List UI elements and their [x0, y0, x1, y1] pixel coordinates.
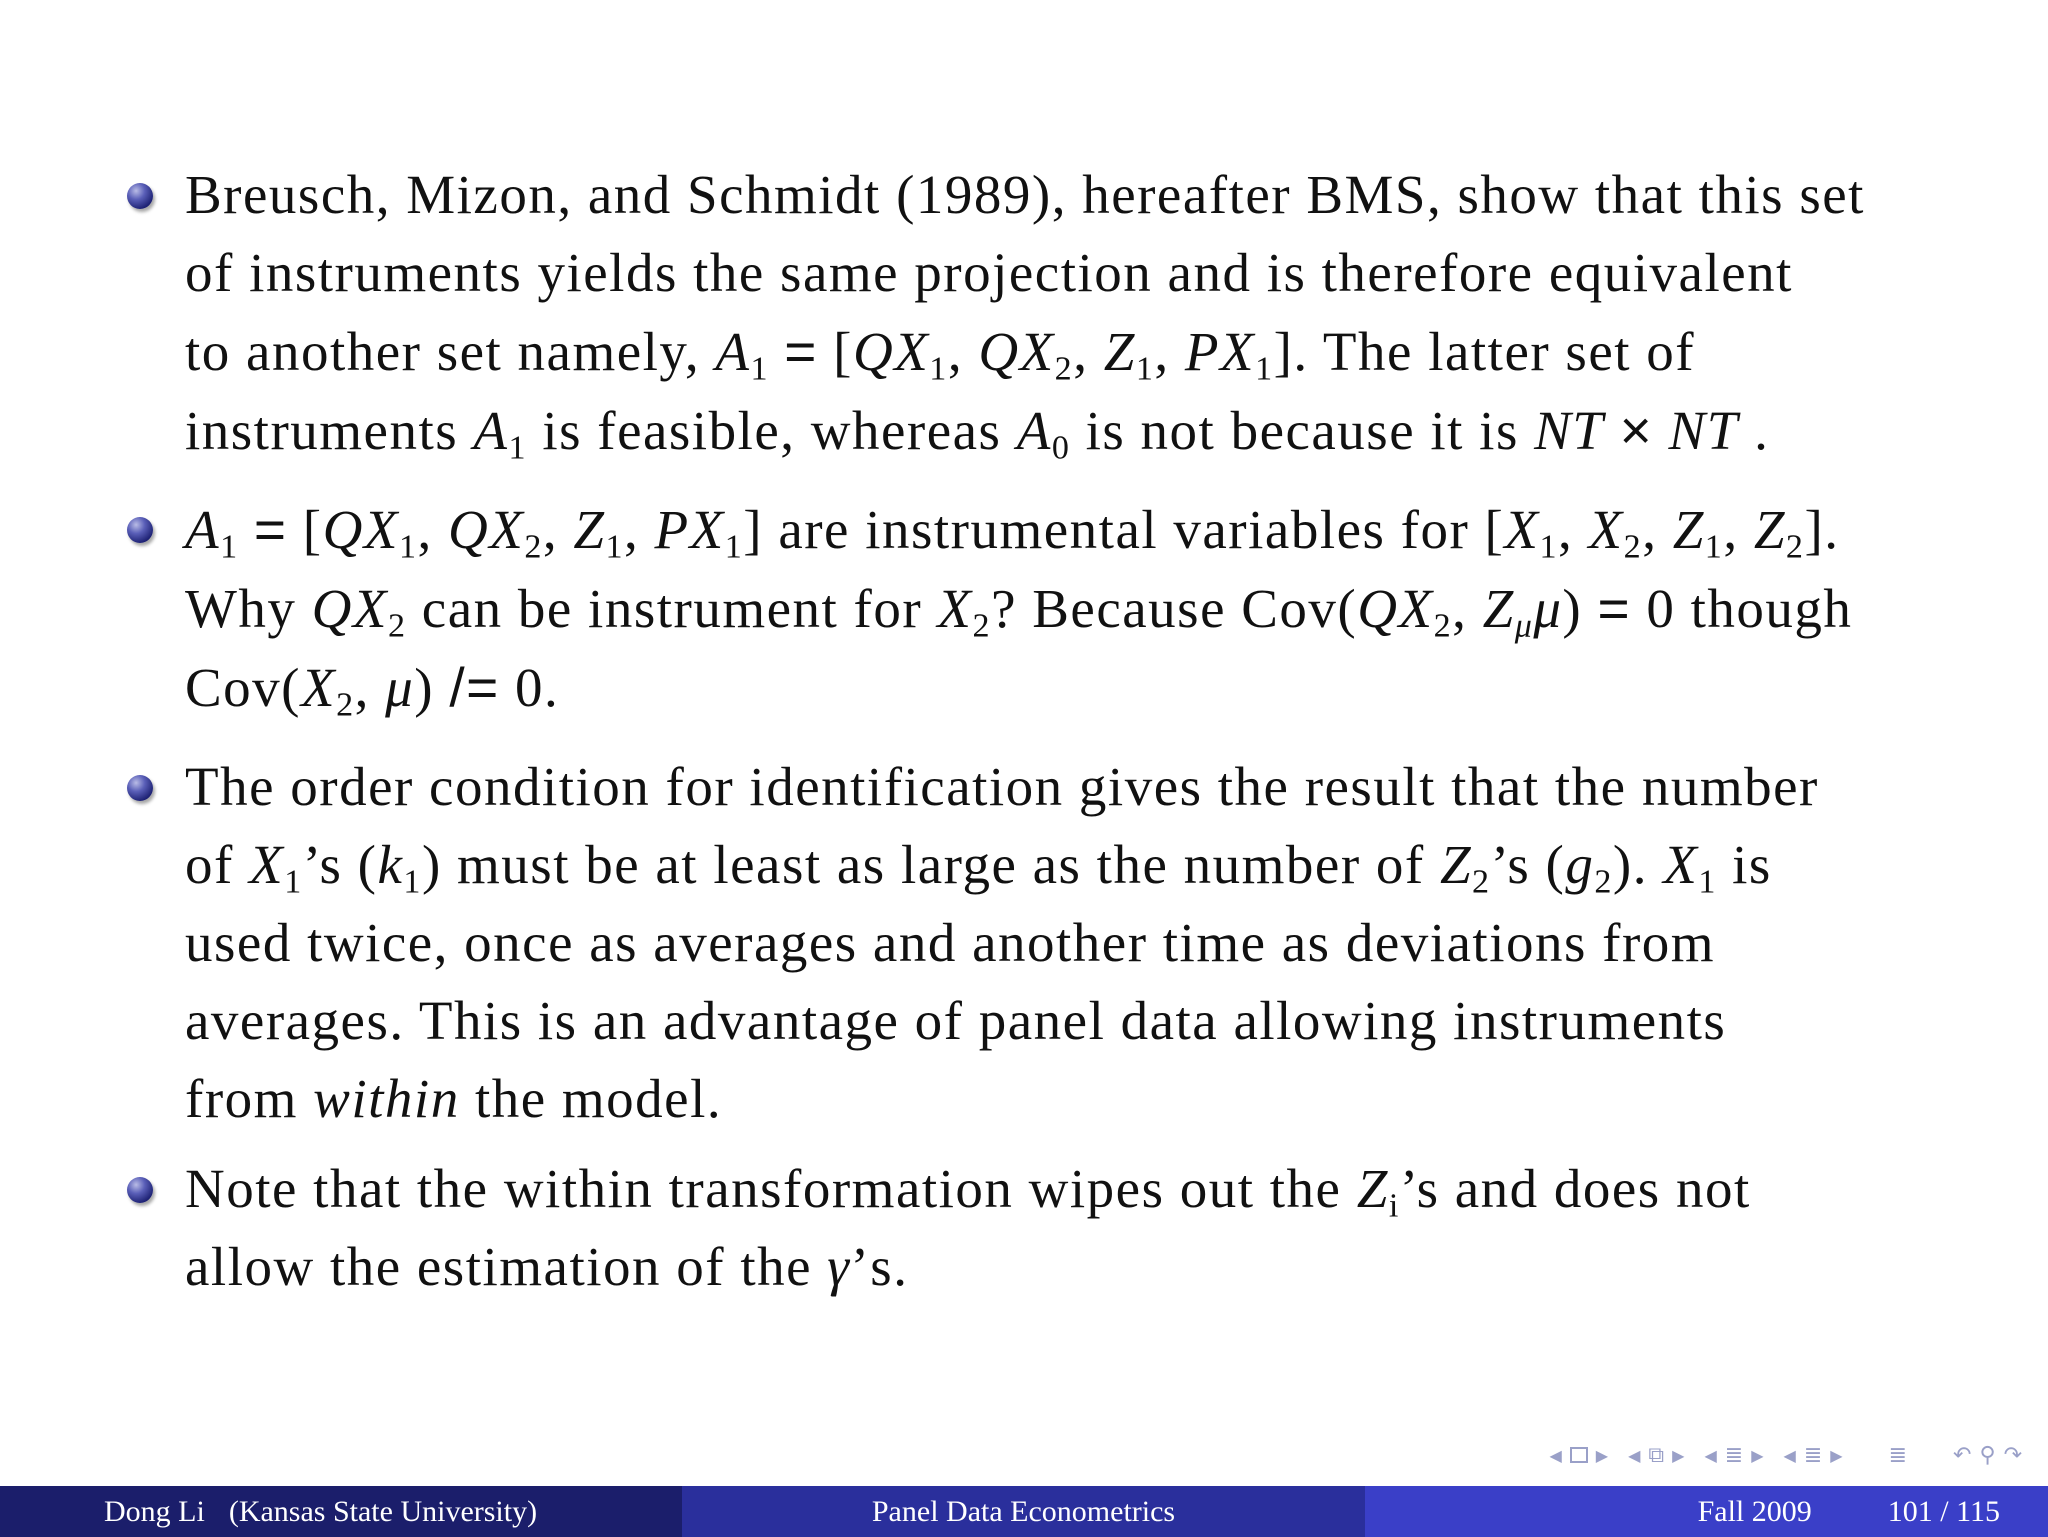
- nav-align-icon[interactable]: ≣: [1888, 1442, 1907, 1468]
- footer-author-panel: [0, 1486, 682, 1537]
- nav-prev-frame-icon[interactable]: ◀: [1549, 1445, 1562, 1465]
- bullet-line: allow the estimation of the γ’s.: [185, 1236, 909, 1297]
- footer: [0, 1486, 2048, 1537]
- bullet-line: of instruments yields the same projection and is therefore equivalent: [185, 242, 1793, 303]
- nav-prev-section-icon[interactable]: ◀: [1704, 1445, 1717, 1465]
- nav-next-section-icon[interactable]: ▶: [1751, 1445, 1764, 1465]
- footer-title-panel: [682, 1486, 1365, 1537]
- nav-next-part-icon[interactable]: ▶: [1830, 1445, 1843, 1465]
- nav-prev-subsection-icon[interactable]: ◀: [1628, 1445, 1641, 1465]
- bullet-line: instruments $A_1$ is feasible, whereas $A_0$ is not because it is NT × NT .: [185, 399, 1770, 467]
- nav-next-subsection-icon[interactable]: ▶: [1672, 1445, 1685, 1465]
- bullet-item: [185, 490, 1985, 727]
- bullet-line: Breusch, Mizon, and Schmidt (1989), hereafter BMS, show that this set: [185, 164, 1865, 225]
- nav-search-icon[interactable]: ⚲: [1979, 1442, 1996, 1468]
- bullet-line: The order condition for identification gives the result that the number: [185, 756, 1819, 817]
- footer-date: Fall 2009: [1697, 1494, 1812, 1528]
- nav-forward-icon[interactable]: ↷: [2003, 1442, 2022, 1468]
- bullet-line: of $X_1’s$ $(k_1)$ must be at least as large as the number of $Z_2’s$ $(g_2)$. $X_1$ is: [185, 834, 1772, 901]
- bullet-line: Note that the within transformation wipes out the $Z_i’s$ and does not: [185, 1158, 1751, 1225]
- bullet-line: averages. This is an advantage of panel data allowing instruments: [185, 990, 1727, 1051]
- nav-back-icon[interactable]: ↶: [1953, 1442, 1972, 1468]
- bullet-line: to another set namely, $A_1 = [QX_1$, $QX_2$, $Z_1$, $PX_1$]. The latter set of: [185, 320, 1696, 388]
- bullet-line: used twice, once as averages and another time as deviations from: [185, 912, 1716, 973]
- nav-frame-icon[interactable]: [1570, 1447, 1588, 1463]
- bullet-ball-icon: [127, 1177, 153, 1203]
- bullet-ball-icon: [127, 517, 153, 543]
- footer-page-number: 101 / 115: [1887, 1494, 2000, 1528]
- nav-subsection-icon[interactable]: ⧉: [1648, 1442, 1665, 1468]
- footer-institution: (Kansas State University): [228, 1494, 538, 1528]
- bullet-ball-icon: [127, 183, 153, 209]
- navigation-bar: [1535, 1437, 2022, 1473]
- footer-date-panel: [1365, 1486, 2048, 1537]
- bullet-item: [185, 156, 1985, 470]
- nav-part-icon[interactable]: ≣: [1803, 1442, 1823, 1468]
- bullet-line: from within the model.: [185, 1068, 723, 1129]
- bullet-item: [185, 1150, 1985, 1306]
- nav-next-frame-icon[interactable]: ▶: [1595, 1445, 1609, 1465]
- bullet-line: $Cov(X_2$, μ) /= 0.: [185, 656, 560, 724]
- footer-author: Dong Li: [104, 1494, 205, 1528]
- nav-section-icon[interactable]: ≣: [1724, 1442, 1744, 1468]
- footer-title: Panel Data Econometrics: [871, 1494, 1176, 1528]
- bullet-line: Why $QX_2$ can be instrument for $X_2$? Because $Cov(QX_2$, $Z_\mu\mu) = 0$ though: [185, 577, 1853, 645]
- bullet-line: $A_1 = [QX_1$, $QX_2$, $Z_1$, $PX_1$] are instrumental variables for [$X_1$, $X_2$, $Z_1$, $Z_2$].: [185, 498, 1840, 566]
- bullet-ball-icon: [127, 775, 153, 801]
- nav-prev-part-icon[interactable]: ◀: [1783, 1445, 1796, 1465]
- bullet-item: [185, 748, 1985, 1138]
